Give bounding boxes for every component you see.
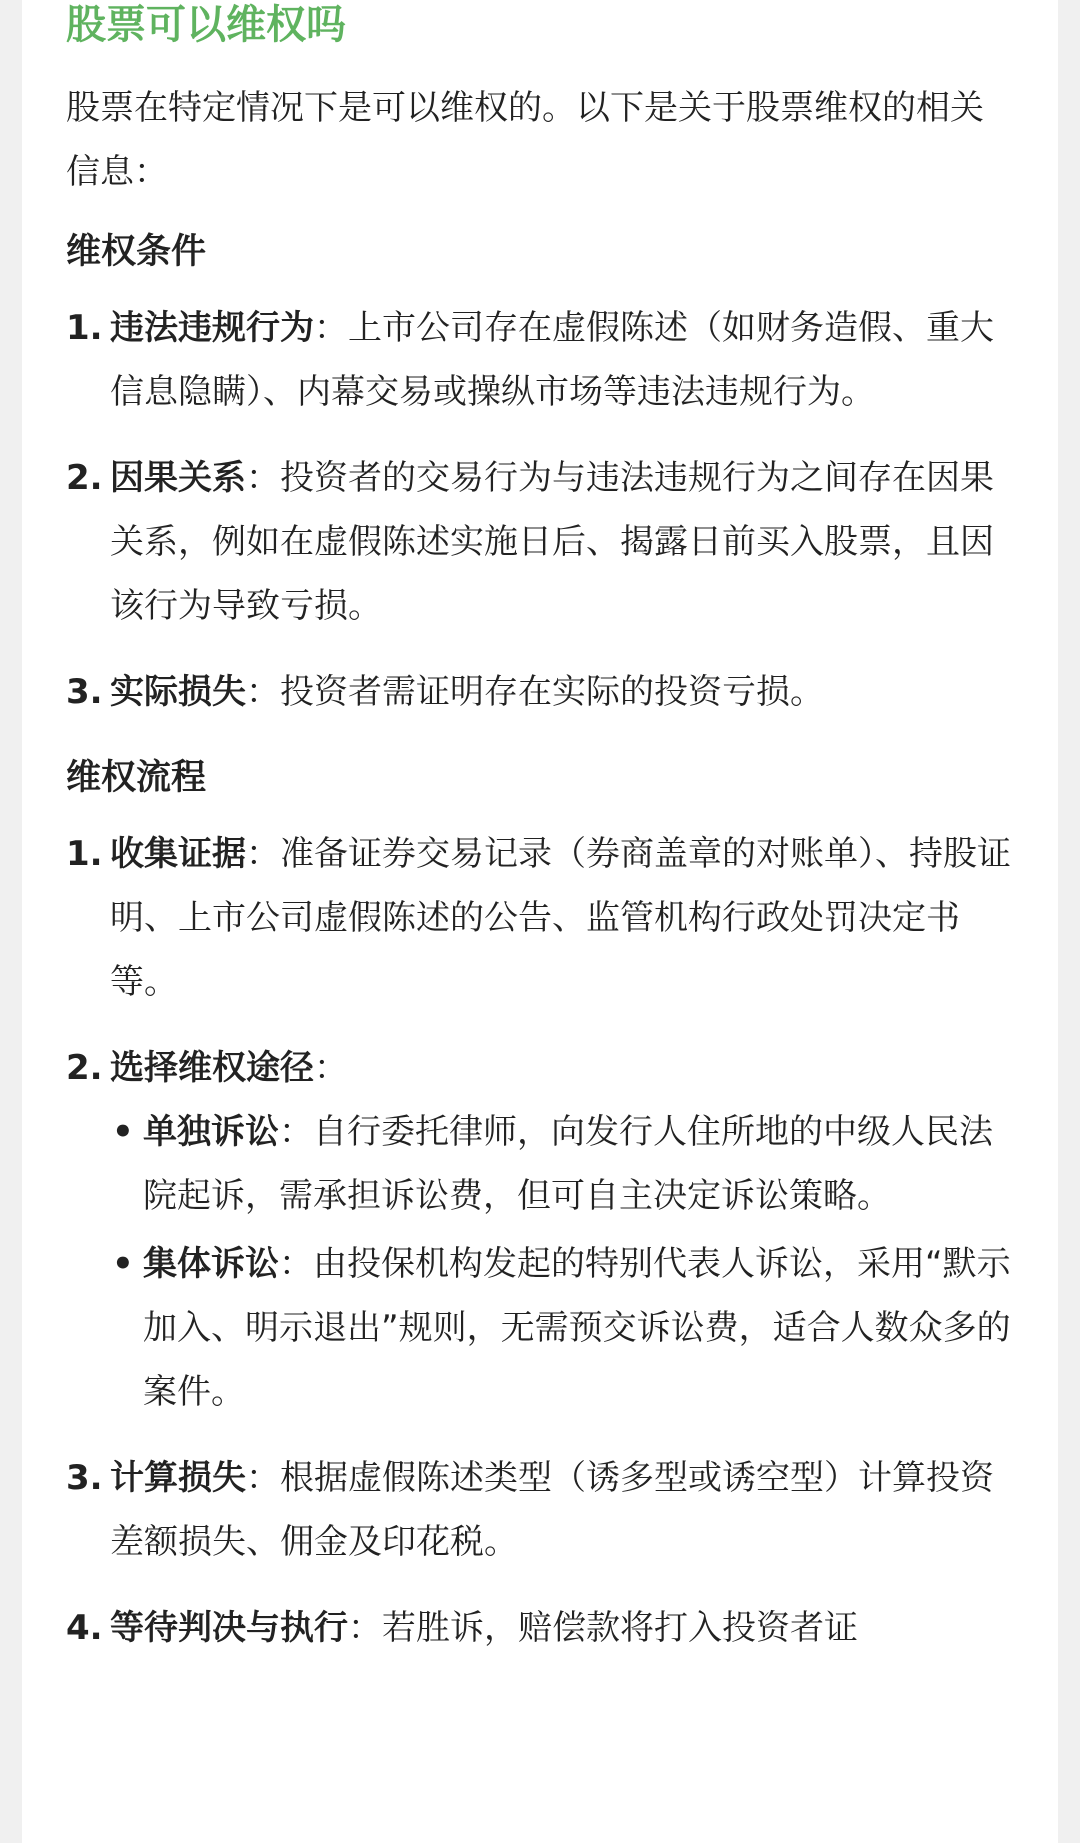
list-item [66,446,1014,638]
article-page [22,0,1058,1843]
conditions-list [66,296,1014,724]
article-content [66,0,1014,1682]
sub-item-term: 单独诉讼 [143,1112,279,1152]
sub-item-text: 由投保机构发起的特别代表人诉讼，采用“默示加入、明示退出”规则，无需预交诉讼费，适合人数众多的案件。 [143,1244,1011,1412]
section-heading-conditions: 维权条件 [66,232,207,272]
item-term: 计算损失 [110,1458,246,1498]
item-text: 若胜诉，赔偿款将打入投资者证 [382,1608,858,1648]
item-term: 收集证据 [110,834,246,874]
item-separator: ： [246,672,280,712]
item-term: 选择维权途径 [110,1048,314,1088]
process-list [66,822,1014,1660]
sub-item-text: 自行委托律师，向发行人住所地的中级人民法院起诉，需承担诉讼费，但可自主决定诉讼策略。 [143,1112,993,1216]
sub-item-separator: ： [279,1244,313,1284]
item-number: 2. [66,458,103,498]
item-text: 上市公司存在虚假陈述（如财务造假、重大信息隐瞒）、内幕交易或操纵市场等违法违规行为。 [110,308,994,412]
list-item [66,1596,1014,1660]
item-text: 根据虚假陈述类型（诱多型或诱空型）计算投资差额损失、佣金及印花税。 [110,1458,994,1562]
item-separator: ： [348,1608,382,1648]
item-separator: ： [246,458,280,498]
item-text: 投资者的交易行为与违法违规行为之间存在因果关系，例如在虚假陈述实施日后、揭露日前买入股票，且因该行为导致亏损。 [110,458,994,626]
page-title: 股票可以维权吗 [66,2,346,48]
item-term: 实际损失 [110,672,246,712]
intro-paragraph: 股票在特定情况下是可以维权的。以下是关于股票维权的相关信息： [66,88,984,192]
bullet-icon: • [112,1112,134,1152]
section-heading-process: 维权流程 [66,758,207,798]
list-item [66,660,1014,724]
item-text: 投资者需证明存在实际的投资亏损。 [280,672,824,712]
item-number: 1. [66,308,103,348]
list-item [66,1036,1014,1424]
item-text: 准备证券交易记录（券商盖章的对账单）、持股证明、上市公司虚假陈述的公告、监管机构行政处罚决定书等。 [110,834,1011,1002]
item-term: 违法违规行为 [110,308,314,348]
bullet-icon: • [112,1244,134,1284]
item-separator: ： [246,1458,280,1498]
item-separator: ： [314,308,348,348]
item-number: 3. [66,1458,103,1498]
item-separator: ： [246,834,280,874]
sub-list-item [110,1100,1014,1228]
list-item [66,822,1014,1014]
sub-list [110,1100,1014,1424]
sub-item-term: 集体诉讼 [143,1244,279,1284]
item-number: 1. [66,834,103,874]
item-term: 因果关系 [110,458,246,498]
list-item [66,1446,1014,1574]
item-number: 2. [66,1048,103,1088]
item-number: 3. [66,672,103,712]
item-term: 等待判决与执行 [110,1608,348,1648]
list-item [66,296,1014,424]
sub-list-item [110,1232,1014,1424]
item-separator: ： [314,1048,348,1088]
item-number: 4. [66,1608,103,1648]
sub-item-separator: ： [279,1112,313,1152]
